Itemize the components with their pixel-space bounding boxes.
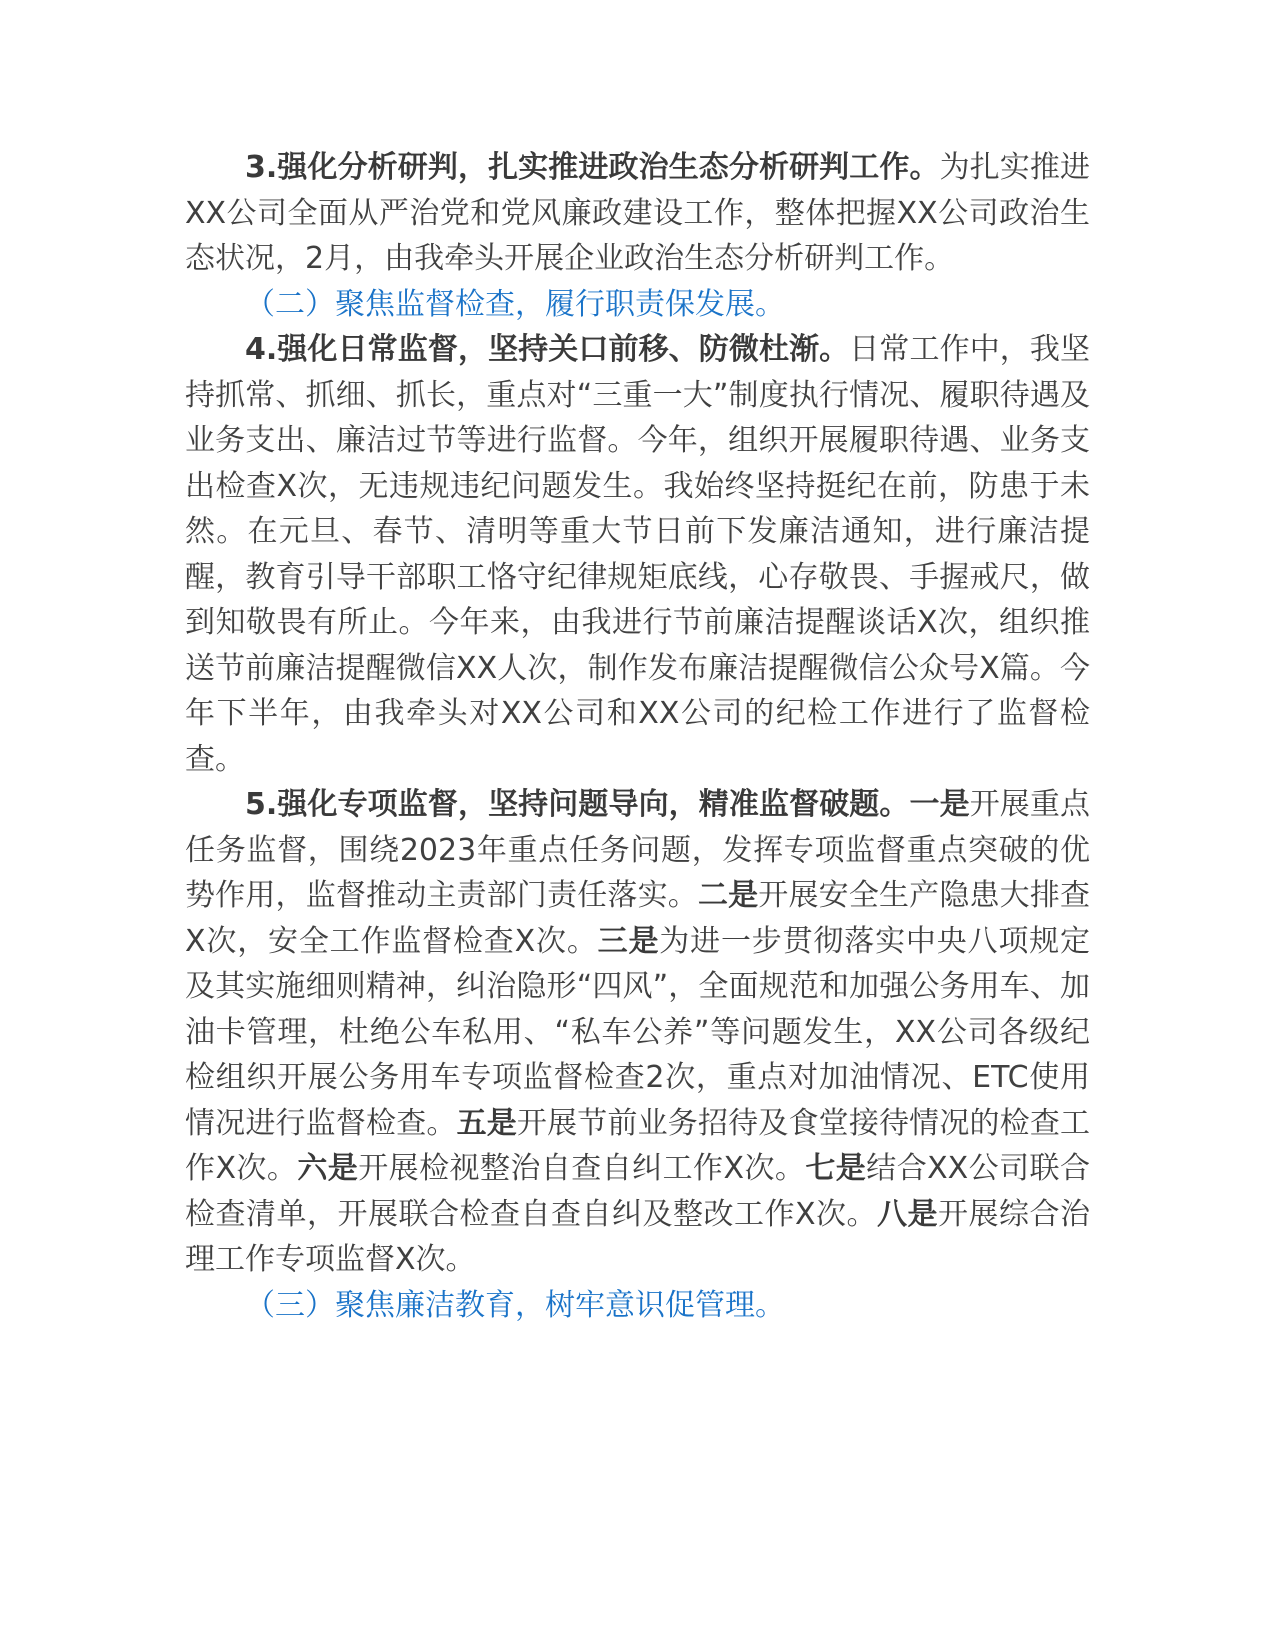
paragraph-5	[185, 782, 1090, 1283]
item-marker-2: 二是	[697, 878, 759, 913]
item-marker-8: 八是	[877, 1196, 939, 1232]
item-marker-1: 一是	[909, 787, 970, 822]
item-marker-7: 七是	[805, 1151, 867, 1186]
item-text-1: 开展重点任务监督，围绕2023年重点任务问题，发挥专项监督重点突破的优势作用，监督推动主责部门责任落实。	[185, 787, 1091, 913]
item-text-7: 结合XX公司联合检查清单，开展联合检查自查自纠及整改工作X次。	[185, 1151, 1090, 1232]
item-text-6: 开展检视整治自查自纠工作X次。	[358, 1151, 806, 1186]
item-marker-6: 六是	[297, 1151, 359, 1186]
item-text-5: 开展节前业务招待及食堂接待情况的检查工作X次。	[185, 1105, 1091, 1186]
paragraph-4-lead: 4.强化日常监督，坚持关口前移、防微杜渐。	[245, 332, 850, 367]
paragraph-3-body: 为扎实推进XX公司全面从严治党和党风廉政建设工作，整体把握XX公司政治生态状况，2月，由我牵头开展企业政治生态分析研判工作。	[185, 150, 1090, 276]
paragraph-4	[185, 327, 1090, 782]
item-marker-3: 三是	[597, 923, 660, 959]
paragraph-3-lead: 3.强化分析研判，扎实推进政治生态分析研判工作。	[245, 150, 940, 185]
section-heading-3: （三）聚焦廉洁教育，树牢意识促管理。	[245, 1287, 785, 1323]
section-heading-2: （二）聚焦监督检查，履行职责保发展。	[245, 286, 785, 322]
item-text-2: 开展安全生产隐患大排查X次，安全工作监督检查X次。	[185, 878, 1091, 959]
item-text-8: 开展综合治理工作专项监督X次。	[185, 1196, 1091, 1277]
paragraph-3	[185, 145, 1090, 282]
paragraph-5-lead: 5.强化专项监督，坚持问题导向，精准监督破题。	[245, 787, 910, 822]
item-marker-5: 五是	[456, 1105, 517, 1141]
paragraph-4-body: 日常工作中，我坚持抓常、抓细、抓长，重点对“三重一大”制度执行情况、履职待遇及业务支出、廉洁过节等进行监督。今年，组织开展履职待遇、业务支出检查X次，无违规违纪问题发生。我始终坚持挺纪在前，防患于未然。在元旦、春节、清明等重大节日前下发廉洁通知，进行廉洁提醒，教育引导干部职工恪守纪律规矩底线，心存敬畏、手握戒尺，做到知敬畏有所止。今年来，由我进行节前廉洁提醒谈话X次，组织推送节前廉洁提醒微信XX人次，制作发布廉洁提醒微信公众号X篇。今年下半年，由我牵头对XX公司和XX公司的纪检工作进行了监督检查。	[185, 332, 1091, 777]
item-text-3: 为进一步贯彻落实中央八项规定及其实施细则精神，纠治隐形“四风”，全面规范和加强公务用车、加油卡管理，杜绝公车私用、“私车公养”等问题发生，XX公司各级纪检组织开展公务用车专项监督检查2次，重点对加油情况、ETC使用情况进行监督检查。	[185, 923, 1091, 1141]
